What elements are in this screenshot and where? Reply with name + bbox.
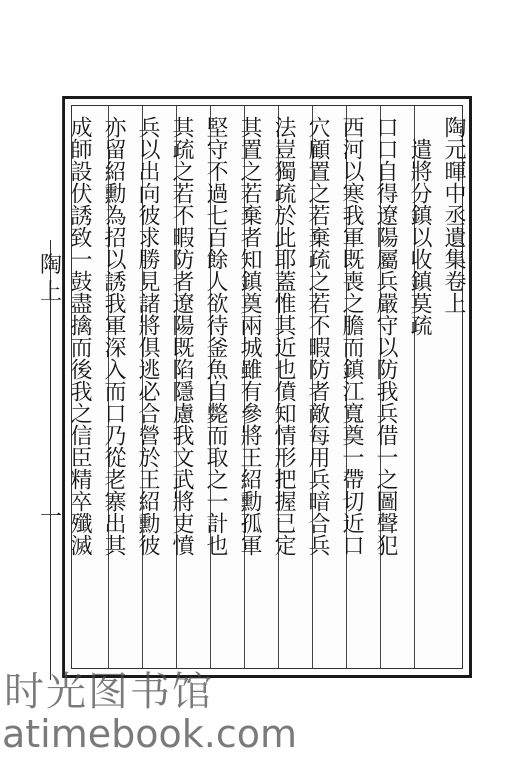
text-column-heading: 遣將分鎮以收鎮莫疏	[407, 116, 432, 336]
margin-volume-char: 上	[40, 280, 63, 305]
text-column: 其疏之若不暇防者遼陽既陷隱慮我文武將吏憤	[169, 116, 194, 556]
text-column: 成師設伏誘致一鼓盡擒而後我之信臣精卒殲滅	[67, 116, 92, 556]
watermark-line1: 时光图书馆	[4, 669, 214, 715]
text-column: 兵以出向彼求勝見諸將俱逃必合營於王紹勳彼	[135, 116, 160, 556]
text-column: 法豈獨疏於此耶蓋惟其近也僨知情形把握已定	[271, 116, 296, 556]
margin-rule	[62, 96, 63, 678]
margin-title-char: 陶	[40, 253, 63, 278]
text-column: 亦留紹勳為招以誘我軍深入而口乃從老寨出其	[101, 116, 126, 556]
watermark-line2: atimebook.com	[2, 712, 298, 756]
text-column: 口口自得遼陽屬兵嚴守以防我兵借一之圖聲犯	[373, 116, 398, 556]
text-column: 堅守不過七百餘人欲待釜魚自斃而取之一計也	[203, 116, 228, 556]
page-number: 一	[40, 505, 63, 530]
text-column: 穴顧置之若棄疏之若不暇防者敵每用兵暗合兵	[305, 116, 330, 556]
text-column: 西河以寒我軍既喪之膽而鎮江寬奠一帶切近口	[339, 116, 364, 556]
book-page-frame	[62, 96, 472, 678]
margin-rule	[50, 240, 51, 680]
text-column-title: 陶元暉中丞遺集卷上	[441, 116, 466, 314]
text-block	[67, 105, 466, 669]
text-column: 其置之若棄者知鎮奠兩城雖有參將王紹勳孤軍	[237, 116, 262, 556]
